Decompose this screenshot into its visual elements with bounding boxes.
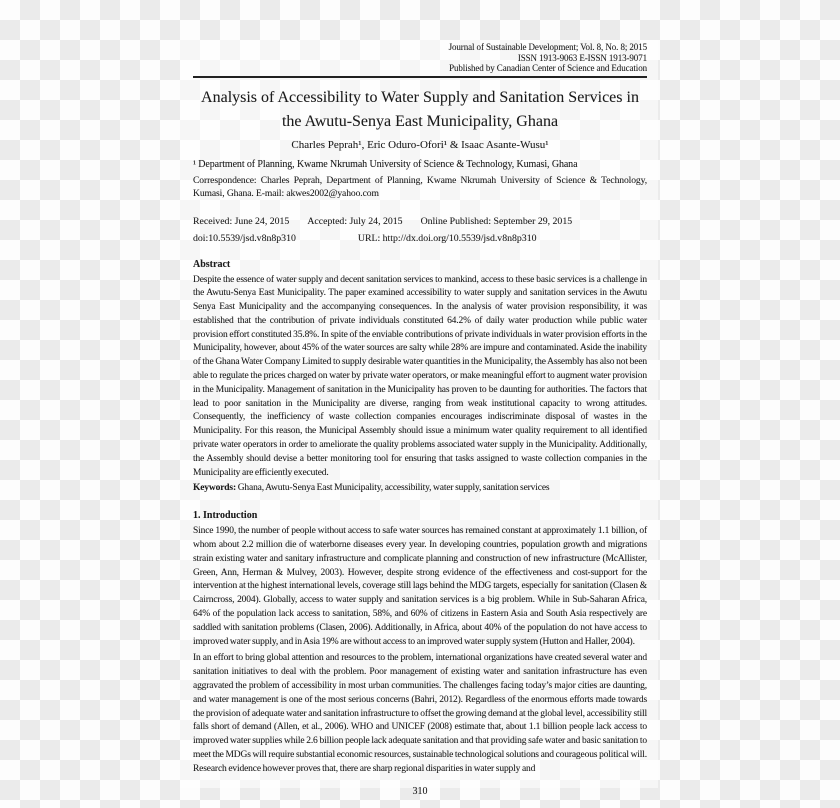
publication-dates-row (193, 215, 647, 228)
doi-row (193, 232, 647, 245)
page-number: 310 (412, 785, 428, 797)
keywords-line (193, 482, 647, 496)
affiliation-line: ¹ Department of Planning, Kwame Nkrumah University of Science & Technology, Kumasi, Ghana (193, 158, 578, 170)
journal-header-line2: ISSN 1913-9063 E-ISSN 1913-9071 (517, 52, 647, 63)
page-content (180, 40, 658, 797)
keywords-label: Keywords: (193, 483, 236, 494)
header-divider (193, 76, 647, 78)
introduction-paragraph-2: In an effort to bring global attention and resources to the problem, international organizations have created several water and sanitation initiatives to deal with the problem. Poor management of existing water and sanitation infrastructure has even aggravated the problem of accessibility in most urban communities. The challenges facing today’s major cities are daunting, and water management is one of the most serious concerns (Bahri, 2012). Regardless of the enormous efforts made towards the provision of adequate water and sanitation infrastructure to offset the growing demand at the global level, accessibility still falls short of demand (Allen, et al., 2006). WHO and UNICEF (2008) estimate that, about 1.1 billion people lack access to improved water supplies while 2.6 billion people lack adequate sanitation and that providing safe water and basic sanitation to meet the MDGs will require substantial economic resources, sustainable technological solutions and courageous political will. Research evidence however proves that, there are sharp regional disparities in water supply and (193, 653, 647, 774)
journal-header-line1: Journal of Sustainable Development; Vol. 8, No. 8; 2015 (448, 42, 647, 52)
accepted-date: Accepted: July 24, 2015 (307, 215, 403, 227)
received-date: Received: June 24, 2015 (193, 215, 290, 227)
introduction-heading: 1. Introduction (193, 510, 258, 522)
correspondence-line: Correspondence: Charles Peprah, Department of Planning, Kwame Nkrumah University of Science & Technology, Kumasi, Ghana. E-mail: akwes2002@yahoo.com (193, 174, 647, 199)
journal-header-line3: Published by Canadian Center of Science and Education (449, 63, 647, 73)
authors-line: Charles Peprah¹, Eric Oduro-Ofori¹ & Isaac Asante-Wusu¹ (291, 138, 549, 151)
keywords-text: Ghana, Awutu-Senya East Municipality, accessibility, water supply, sanitation services (235, 483, 550, 494)
url-text: URL: http://dx.doi.org/10.5539/jsd.v8n8p310 (357, 232, 537, 244)
journal-header (193, 42, 647, 74)
doi-text: doi:10.5539/jsd.v8n8p310 (193, 232, 296, 244)
article-title (193, 86, 647, 134)
online-published-date: Online Published: September 29, 2015 (420, 215, 573, 227)
title-line-2: the Awutu-Senya East Municipality, Ghana (281, 112, 559, 130)
abstract-heading: Abstract (193, 258, 231, 270)
abstract-body: Despite the essence of water supply and decent sanitation services to mankind, access to these basic services is a challenge in the Awutu-Senya East Municipality. The paper examined accessibility to water supply and sanitation services in the Awutu Senya East Municipality and the accompanying consequences. In the analysis of water provision responsibility, it was established that the contribution of private individuals constituted 64.2% of daily water production while public water provision effort constituted 35.8%. In spite of the enviable contributions of private individuals in water provision efforts in the Municipality, however, about 45% of the water sources are salty while 28% are impure and contaminated. Aside the inability of the Ghana Water Company Limited to supply desirable water quantities in the Municipality, the Assembly has also not been able to regulate the prices charged on water by private water operators, or make meaningful effort to augment water provision in the Municipality. Management of sanitation in the Municipality has proven to be daunting for authorities. The factors that lead to poor sanitation in the Municipality are diverse, ranging from weak institutional capacity to wrong attitudes. Consequently, the inefficiency of waste collection companies encourages indiscriminate disposal of wastes in the Municipality. For this reason, the Municipal Assembly should issue a minimum water quality requirement to all identified private water operators in order to ameliorate the quality problems associated water supply in the Municipality. Additionally, the Assembly should devise a better monitoring tool for ensuring that tasks assigned to waste collection companies in the Municipality are efficiently executed. (193, 274, 647, 478)
title-line-1: Analysis of Accessibility to Water Supply and Sanitation Services in (201, 88, 639, 106)
document-page (180, 40, 658, 797)
introduction-paragraph-1: Since 1990, the number of people without access to safe water sources has remained constant at approximately 1.1 billion, of whom about 2.2 million die of waterborne diseases every year. In developing countries, population growth and migrations strain existing water and sanitary infrastructure and complicate planning and construction of new infrastructure (McAllister, Green, Ann, Herman & Mulvey, 2003). However, despite strong evidence of the effectiveness and cost-support for the intervention at the highest international levels, coverage still lags behind the MDG targets, especially for sanitation (Clasen & Cairncross, 2004). Globally, access to water supply and sanitation services is a big problem. While in Sub-Saharan Africa, 64% of the population lack access to sanitation, 58%, and 60% of citizens in Eastern Asia and South Asia respectively are saddled with sanitation problems (Clasen, 2006). Additionally, in Africa, about 40% of the population do not have access to improved water supply, and in Asia 19% are without access to an improved water supply system (Hutton and Haller, 2004). (193, 526, 647, 647)
